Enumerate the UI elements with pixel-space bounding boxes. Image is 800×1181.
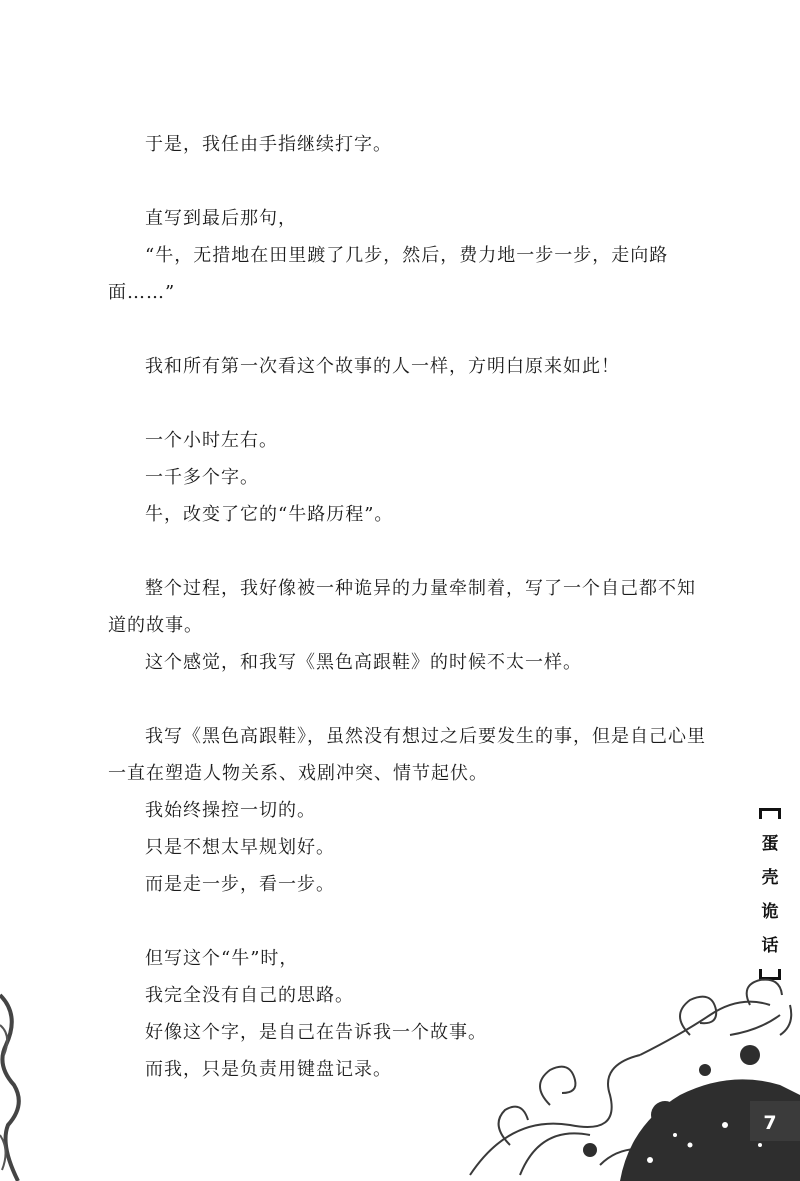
paragraph: 但写这个“牛”时， [145,948,299,969]
paragraph: 而我，只是负责用键盘记录。 [145,1059,392,1080]
paragraph: 这个感觉，和我写《黑色高跟鞋》的时候不太一样。 [145,652,582,673]
side-book-title [756,808,784,980]
paragraph: 我和所有第一次看这个故事的人一样，方明白原来如此！ [145,356,620,377]
paragraph: 一千多个字。 [145,467,259,488]
paragraph: 好像这个字，是自己在告诉我一个故事。 [145,1022,487,1043]
paragraph: 我完全没有自己的思路。 [145,985,354,1006]
paragraph: 整个过程，我好像被一种诡异的力量牵制着，写了一个自己都不知道的故事。 [108,578,696,636]
paragraph: 只是不想太早规划好。 [145,837,335,858]
paragraph: 我写《黑色高跟鞋》，虽然没有想过之后要发生的事，但是自己心里一直在塑造人物关系、戏剧冲突、情节起伏。 [108,726,706,784]
paragraph: 牛，改变了它的“牛路历程”。 [145,504,394,525]
paragraph: 一个小时左右。 [145,430,278,451]
paragraph: 于是，我任由手指继续打字。 [145,134,392,155]
title-bracket-top [759,808,781,819]
side-title-char: 话 [761,936,779,956]
side-title-char: 壳 [761,868,779,888]
floral-swirl-ornament [450,975,800,1181]
paragraph: 直写到最后那句， [145,208,297,229]
page-number: 7 [763,1112,777,1134]
paragraph: “牛，无措地在田里踱了几步，然后，费力地一步一步，走向路面……” [108,245,669,303]
paragraph: 我始终操控一切的。 [145,800,316,821]
paragraph: 而是走一步，看一步。 [145,874,335,895]
body-text [108,126,708,1088]
left-swirl-ornament [0,985,26,1181]
side-title-char: 蛋 [761,834,779,854]
side-title-char: 诡 [761,902,779,922]
